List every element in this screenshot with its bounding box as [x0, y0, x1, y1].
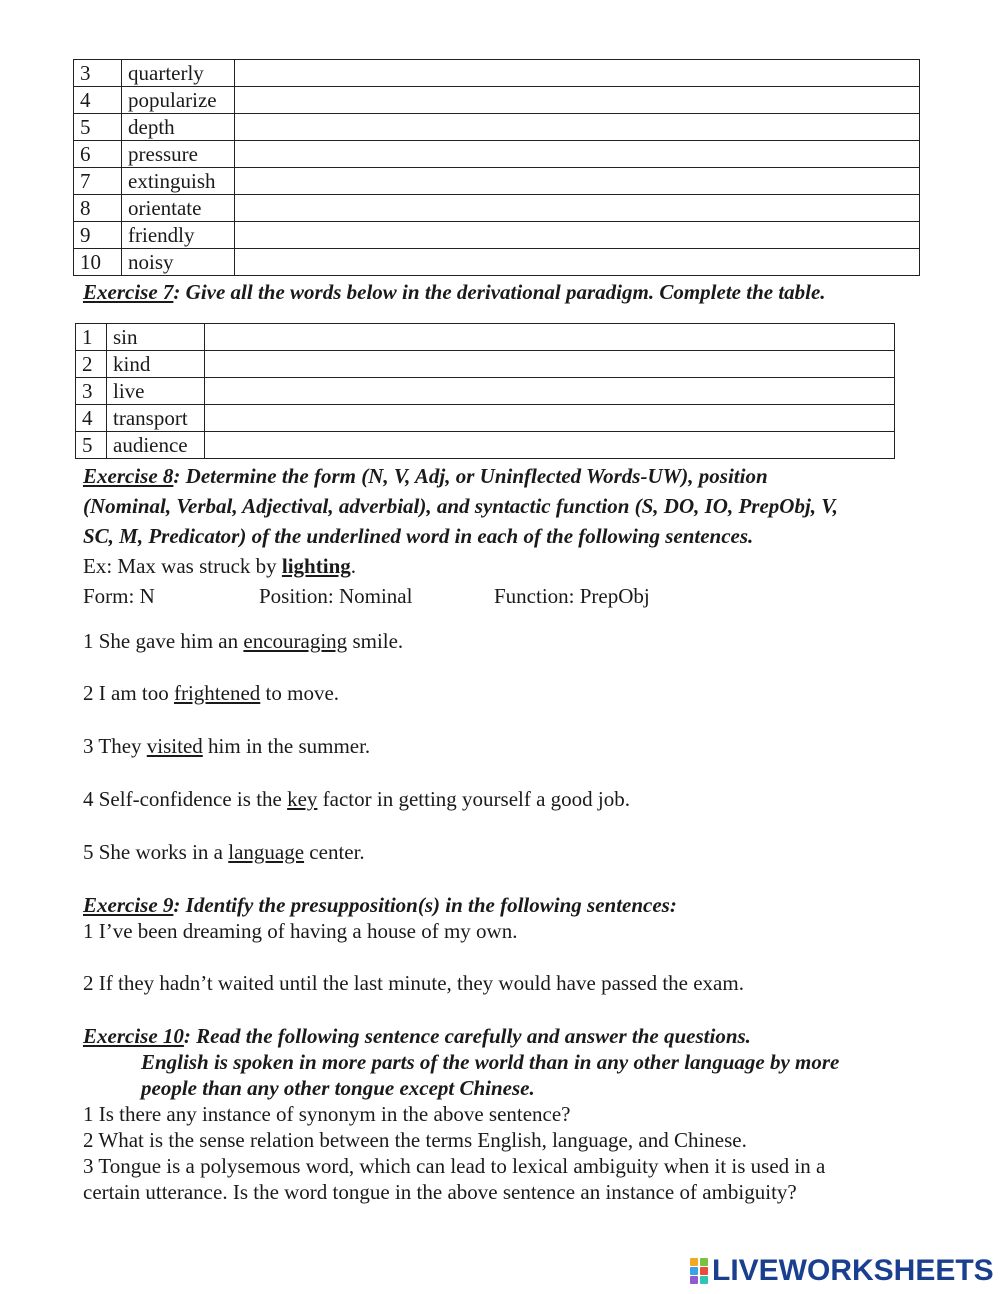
answer-cell[interactable] — [205, 378, 895, 405]
ex8-sentence-2 — [83, 680, 339, 706]
example-function: Function: PrepObj — [494, 584, 650, 608]
exercise-8-label: Exercise 8 — [83, 464, 174, 488]
exercise-10-label: Exercise 10 — [83, 1024, 184, 1048]
sentence-text: 5 She works in a — [83, 840, 229, 864]
underlined-word: frightened — [173, 681, 261, 705]
table-row — [74, 114, 920, 141]
row-word: kind — [107, 351, 205, 378]
ex10-quote-line1: English is spoken in more parts of the world than in any other language by more — [141, 1050, 840, 1074]
exercise-9-heading — [83, 892, 677, 918]
row-word: popularize — [122, 87, 235, 114]
answer-cell[interactable] — [235, 249, 920, 276]
sentence-text: center. — [304, 840, 365, 864]
sentence-text: 4 Self-confidence is the — [83, 787, 288, 811]
ex9-sentence-1: 1 I’ve been dreaming of having a house of my own. — [83, 919, 518, 943]
answer-cell[interactable] — [235, 195, 920, 222]
answer-cell[interactable] — [235, 60, 920, 87]
sentence-text: him in the summer. — [202, 734, 371, 758]
row-number: 2 — [76, 351, 107, 378]
answer-cell[interactable] — [235, 141, 920, 168]
sentence-text: 3 They — [83, 734, 147, 758]
table-row — [74, 60, 920, 87]
exercise-8-heading — [83, 461, 768, 491]
exercise-10-instruction: : Read the following sentence carefully and answer the questions. — [183, 1024, 751, 1048]
row-word: audience — [107, 432, 205, 459]
table-row — [76, 405, 895, 432]
underlined-word: language — [228, 840, 305, 864]
ex8-sentence-4 — [83, 786, 630, 812]
answer-cell[interactable] — [235, 222, 920, 249]
sentence-text: 2 I am too — [83, 681, 174, 705]
ex8-sentence-5 — [83, 839, 365, 865]
exercise-9-label: Exercise 9 — [83, 893, 174, 917]
row-number: 6 — [74, 141, 122, 168]
sentence-text: smile. — [347, 629, 404, 653]
row-number: 4 — [76, 405, 107, 432]
brand-name: LIVEWORKSHEETS — [712, 1254, 994, 1287]
row-word: transport — [107, 405, 205, 432]
answer-cell[interactable] — [205, 405, 895, 432]
exercise-8-instruction-line3: SC, M, Predicator) of the underlined word in each of the following sentences. — [83, 524, 754, 548]
exercise-7-label: Exercise 7 — [83, 280, 174, 304]
answer-cell[interactable] — [235, 87, 920, 114]
row-number: 3 — [76, 378, 107, 405]
table-row — [74, 87, 920, 114]
table-row — [74, 249, 920, 276]
row-number: 8 — [74, 195, 122, 222]
example-text: Ex: Max was struck by — [83, 554, 282, 578]
ex8-sentence-3 — [83, 733, 370, 759]
ex10-question-3-line2: certain utterance. Is the word tongue in the above sentence an instance of ambiguity? — [83, 1180, 797, 1204]
row-word: pressure — [122, 141, 235, 168]
row-number: 7 — [74, 168, 122, 195]
ex10-question-3-line1: 3 Tongue is a polysemous word, which can lead to lexical ambiguity when it is used in a — [83, 1154, 826, 1178]
underlined-word: key — [287, 787, 318, 811]
table-row — [74, 222, 920, 249]
table-row — [76, 378, 895, 405]
exercise-8-instruction-line1: : Determine the form (N, V, Adj, or Uninflected Words-UW), position — [173, 464, 768, 488]
ex10-question-1: 1 Is there any instance of synonym in the above sentence? — [83, 1102, 571, 1126]
exercise-7-instruction: : Give all the words below in the derivational paradigm. Complete the table. — [173, 280, 826, 304]
table-row — [74, 195, 920, 222]
row-word: sin — [107, 324, 205, 351]
row-number: 4 — [74, 87, 122, 114]
word-table-ex6 — [73, 59, 920, 276]
example-punct: . — [350, 554, 356, 578]
example-underlined-word: lighting — [281, 554, 351, 578]
answer-cell[interactable] — [205, 432, 895, 459]
sentence-text: to move. — [260, 681, 340, 705]
row-word: depth — [122, 114, 235, 141]
table-row — [74, 168, 920, 195]
row-number: 10 — [74, 249, 122, 276]
answer-cell[interactable] — [205, 324, 895, 351]
answer-cell[interactable] — [235, 168, 920, 195]
row-word: noisy — [122, 249, 235, 276]
row-number: 1 — [76, 324, 107, 351]
liveworksheets-logo — [690, 1254, 994, 1288]
row-word: orientate — [122, 195, 235, 222]
ex10-question-2: 2 What is the sense relation between the terms English, language, and Chinese. — [83, 1128, 747, 1152]
answer-cell[interactable] — [235, 114, 920, 141]
exercise-8-instruction-line2: (Nominal, Verbal, Adjectival, adverbial), and syntactic function (S, DO, IO, PrepObj, V, — [83, 494, 838, 518]
example-form: Form: N — [83, 584, 155, 608]
row-number: 9 — [74, 222, 122, 249]
table-row — [74, 141, 920, 168]
liveworksheets-mark-icon — [690, 1258, 710, 1284]
underlined-word: encouraging — [243, 629, 348, 653]
sentence-text: 1 She gave him an — [83, 629, 244, 653]
row-word: quarterly — [122, 60, 235, 87]
table-row — [76, 324, 895, 351]
row-word: live — [107, 378, 205, 405]
ex8-sentence-1 — [83, 628, 403, 654]
answer-cell[interactable] — [205, 351, 895, 378]
row-number: 5 — [74, 114, 122, 141]
exercise-9-instruction: : Identify the presupposition(s) in the following sentences: — [173, 893, 677, 917]
table-row — [76, 432, 895, 459]
row-word: extinguish — [122, 168, 235, 195]
example-position: Position: Nominal — [259, 584, 413, 608]
row-word: friendly — [122, 222, 235, 249]
example-sentence — [83, 551, 356, 581]
underlined-word: visited — [146, 734, 203, 758]
ex9-sentence-2: 2 If they hadn’t waited until the last minute, they would have passed the exam. — [83, 971, 744, 995]
table-row — [76, 351, 895, 378]
sentence-text: factor in getting yourself a good job. — [317, 787, 631, 811]
exercise-10-heading — [83, 1023, 751, 1049]
exercise-7-heading — [83, 279, 826, 305]
row-number: 3 — [74, 60, 122, 87]
word-table-ex7 — [75, 323, 895, 459]
row-number: 5 — [76, 432, 107, 459]
ex10-quote-line2: people than any other tongue except Chinese. — [141, 1076, 535, 1100]
